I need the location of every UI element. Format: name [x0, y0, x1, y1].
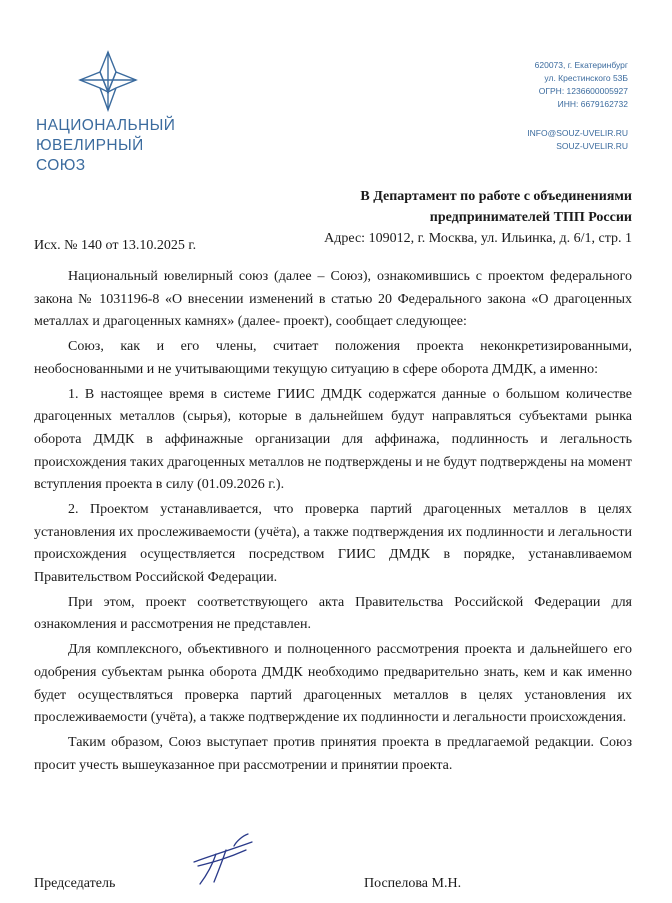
body-paragraph: 1. В настоящее время в системе ГИИС ДМДК содержатся данные о большом количестве драгоценных металлов (сырья), которые в дальнейшем будут направляться субъектами рынка оборота ДМДК в аффинажные организации для аффинажа, подлинность и легальность происхождения таких драгоценных металлов не подтверждены и не будут подтверждены на момент вступления проекта в силу (01.09.2026 г.).	[34, 386, 632, 493]
org-address-line1: 620073, г. Екатеринбург	[534, 60, 628, 70]
org-name-line1: НАЦИОНАЛЬНЫЙ	[36, 117, 176, 134]
outgoing-reference: Исх. № 140 от 13.10.2025 г.	[34, 238, 197, 253]
body-paragraph: Союз, как и его члены, считает положения проекта неконкретизированными, необоснованными и не учитывающими текущую ситуацию в сфере оборота ДМДК, а именно:	[34, 339, 632, 377]
rhombus-emblem-icon	[76, 50, 140, 112]
org-name-line2: ЮВЕЛИРНЫЙ СОЮЗ	[36, 137, 144, 174]
org-ogrn: ОГРН: 1236600005927	[538, 86, 628, 96]
letter-body	[34, 266, 632, 780]
recipient-line1: В Департамент по работе с объединениями	[360, 189, 632, 204]
body-paragraph: При этом, проект соответствующего акта Правительства Российской Федерации для ознакомления и рассмотрения не представлен.	[34, 594, 632, 633]
recipient-address: Адрес: 109012, г. Москва, ул. Ильинка, д. 6/1, стр. 1	[324, 231, 632, 246]
org-website: SOUZ-UVELIR.RU	[556, 141, 628, 151]
recipient-line2: предпринимателей ТПП России	[429, 210, 632, 225]
handwritten-signature	[190, 832, 260, 888]
body-paragraph: Таким образом, Союз выступает против принятия проекта в предлагаемой редакции. Союз просит учесть вышеуказанное при рассмотрении и принятии проекта.	[34, 735, 632, 773]
body-paragraph: Национальный ювелирный союз (далее – Союз), ознакомившись с проектом федерального закона № 1031196-8 «О внесении изменений в статью 20 Федерального закона «О драгоценных металлах и драгоценных камнях» (далее- проект), сообщает следующее:	[34, 269, 632, 330]
signatory-position: Председатель	[34, 876, 116, 891]
org-contacts	[527, 59, 628, 153]
org-address-line2: ул. Крестинского 53Б	[544, 73, 628, 83]
org-email: INFO@SOUZ-UVELIR.RU	[527, 128, 628, 138]
org-logo	[36, 50, 186, 174]
signatory-name: Поспелова М.Н.	[364, 876, 462, 891]
body-paragraph: Для комплексного, объективного и полноценного рассмотрения проекта и дальнейшего его одобрения субъектам рынка оборота ДМДК необходимо предварительно знать, кем и как именно будет осуществляться проверка партий драгоценных металлов в целях установления их прослеживаемости (учёта), а также подтверждение их подлинности и легальности происхождения.	[34, 642, 632, 726]
org-inn: ИНН: 6679162732	[557, 99, 628, 109]
recipient-block	[324, 186, 632, 249]
body-paragraph: 2. Проектом устанавливается, что проверка партий драгоценных металлов в целях установления их прослеживаемости (учёта), а также подтверждения их подлинности и легальности происхождения осуществляется посредством ГИИС ДМДК в порядке, устанавливаемом Правительством Российской Федерации.	[34, 502, 632, 585]
